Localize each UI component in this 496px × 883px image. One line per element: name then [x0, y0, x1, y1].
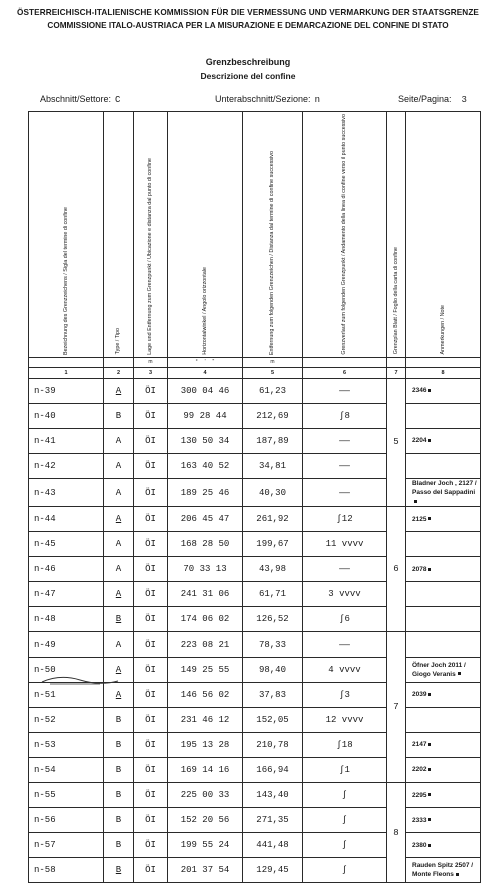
- table-row: [29, 607, 481, 632]
- distance: 40,30: [243, 479, 303, 507]
- boundary-course: ∫12: [303, 507, 387, 532]
- point-id: n-47: [29, 582, 104, 607]
- section-value: C: [115, 95, 121, 105]
- remark: [406, 607, 481, 632]
- point-type: A: [104, 479, 134, 507]
- sheet-number: 6: [387, 507, 406, 632]
- boundary-course: ——: [303, 632, 387, 657]
- point-type: B: [104, 403, 134, 428]
- boundary-course: ——: [303, 378, 387, 403]
- point-id: n-49: [29, 632, 104, 657]
- remark: 2039: [406, 682, 481, 707]
- point-type: A: [104, 582, 134, 607]
- point-type: B: [104, 607, 134, 632]
- col-header-8: Anmerkungen / Note: [406, 112, 481, 358]
- distance: 129,45: [243, 858, 303, 883]
- boundary-course: ∫8: [303, 403, 387, 428]
- boundary-course: 12 vvvv: [303, 707, 387, 732]
- page-field: [398, 94, 467, 105]
- section-label: Abschnitt/Settore:: [40, 94, 112, 104]
- horizontal-angle: 174 06 02: [168, 607, 243, 632]
- remark: Öfner Joch 2011 / Giogo Veranis: [406, 657, 481, 682]
- sheet-number: 5: [387, 378, 406, 506]
- elevation-marker: [428, 844, 431, 847]
- remark: [406, 532, 481, 557]
- remark: [406, 453, 481, 478]
- distance: 37,83: [243, 682, 303, 707]
- sheet-number: 7: [387, 632, 406, 783]
- point-location: ÖI: [134, 453, 168, 478]
- table-row: [29, 428, 481, 453]
- table-row: [29, 707, 481, 732]
- point-id: n-53: [29, 732, 104, 757]
- point-location: ÖI: [134, 783, 168, 808]
- horizontal-angle: 130 50 34: [168, 428, 243, 453]
- horizontal-angle: 99 28 44: [168, 403, 243, 428]
- horizontal-angle: 70 33 13: [168, 557, 243, 582]
- point-id: n-54: [29, 757, 104, 782]
- distance: 187,89: [243, 428, 303, 453]
- point-location: ÖI: [134, 707, 168, 732]
- point-id: n-57: [29, 833, 104, 858]
- horizontal-angle: 152 20 56: [168, 808, 243, 833]
- horizontal-angle: 168 28 50: [168, 532, 243, 557]
- point-id: n-42: [29, 453, 104, 478]
- point-type: A: [104, 557, 134, 582]
- point-location: ÖI: [134, 682, 168, 707]
- column-number-row: 1 2 3 4 5 6 7 8: [29, 367, 481, 378]
- boundary-course: ——: [303, 557, 387, 582]
- elevation-marker: [428, 818, 431, 821]
- distance: 78,33: [243, 632, 303, 657]
- point-type: B: [104, 757, 134, 782]
- section-field: [40, 94, 120, 105]
- units-row: [29, 357, 481, 367]
- boundary-course: ∫: [303, 833, 387, 858]
- distance: 199,67: [243, 532, 303, 557]
- point-type: A: [104, 632, 134, 657]
- horizontal-angle: 223 08 21: [168, 632, 243, 657]
- point-id: n-43: [29, 479, 104, 507]
- point-type: A: [104, 657, 134, 682]
- col-header-7: Grenzplan Blatt / Foglio della carta di confine: [387, 112, 406, 358]
- distance: 152,05: [243, 707, 303, 732]
- boundary-course: ——: [303, 479, 387, 507]
- point-id: n-39: [29, 378, 104, 403]
- point-id: n-46: [29, 557, 104, 582]
- boundary-course: 4 vvvv: [303, 657, 387, 682]
- remark: 2295: [406, 783, 481, 808]
- col-header-4: Horizontalwinkel / Angolo orizzontale: [168, 112, 243, 358]
- distance: 441,48: [243, 833, 303, 858]
- unit-m: m: [134, 357, 168, 367]
- horizontal-angle: 231 46 12: [168, 707, 243, 732]
- remark: 2346: [406, 378, 481, 403]
- page-value: 3: [461, 95, 467, 105]
- remark: Rauden Spitz 2507 / Monte Fleons: [406, 858, 481, 883]
- distance: 210,78: [243, 732, 303, 757]
- point-type: B: [104, 808, 134, 833]
- point-location: ÖI: [134, 428, 168, 453]
- point-location: ÖI: [134, 403, 168, 428]
- point-type: B: [104, 783, 134, 808]
- remark: 2078: [406, 557, 481, 582]
- remark: 2125: [406, 507, 481, 532]
- col-header-5: Entfernung zum folgenden Grenzzeichen / Distanza dal termine di confine successivo: [243, 112, 303, 358]
- subsection-field: [215, 94, 320, 105]
- distance: 271,35: [243, 808, 303, 833]
- horizontal-angle: 149 25 55: [168, 657, 243, 682]
- point-location: ÖI: [134, 507, 168, 532]
- header-line-it: COMMISSIONE ITALO-AUSTRIACA PER LA MISURAZIONE E DEMARCAZIONE DEL CONFINE DI STATO: [47, 21, 449, 30]
- table-row: [29, 582, 481, 607]
- remark: 2202: [406, 757, 481, 782]
- point-location: ÖI: [134, 378, 168, 403]
- remark: [406, 403, 481, 428]
- remark: 2380: [406, 833, 481, 858]
- doc-title-it: Descrizione del confine: [200, 71, 296, 81]
- boundary-table: [28, 111, 481, 883]
- table-row: [29, 557, 481, 582]
- distance: 126,52: [243, 607, 303, 632]
- point-location: ÖI: [134, 657, 168, 682]
- unit-dist: m: [243, 357, 303, 367]
- point-id: n-52: [29, 707, 104, 732]
- horizontal-angle: 195 13 28: [168, 732, 243, 757]
- table-row: [29, 757, 481, 782]
- elevation-marker: [428, 693, 431, 696]
- elevation-marker: [458, 672, 461, 675]
- point-id: n-48: [29, 607, 104, 632]
- unit-angle: ° ' ": [168, 357, 243, 367]
- remark: [406, 582, 481, 607]
- point-id: n-40: [29, 403, 104, 428]
- point-id: n-56: [29, 808, 104, 833]
- horizontal-angle: 169 14 16: [168, 757, 243, 782]
- horizontal-angle: 199 55 24: [168, 833, 243, 858]
- point-type: B: [104, 858, 134, 883]
- point-type: B: [104, 732, 134, 757]
- elevation-marker: [428, 743, 431, 746]
- boundary-course: 3 vvvv: [303, 582, 387, 607]
- sheet-number: 8: [387, 783, 406, 883]
- header-line-de: ÖSTERREICHISCH-ITALIENISCHE KOMMISSION FÜR DIE VERMESSUNG UND VERMARKUNG DER STAATSGRENZE: [17, 8, 479, 17]
- boundary-course: ∫: [303, 783, 387, 808]
- point-id: n-58: [29, 858, 104, 883]
- distance: 34,81: [243, 453, 303, 478]
- point-location: ÖI: [134, 479, 168, 507]
- boundary-course: ∫: [303, 808, 387, 833]
- point-id: n-50: [29, 657, 104, 682]
- horizontal-angle: 241 31 06: [168, 582, 243, 607]
- point-location: ÖI: [134, 808, 168, 833]
- boundary-course: ∫6: [303, 607, 387, 632]
- table-row: [29, 632, 481, 657]
- point-location: ÖI: [134, 557, 168, 582]
- table-row: [29, 453, 481, 478]
- point-location: ÖI: [134, 858, 168, 883]
- boundary-course: ∫18: [303, 732, 387, 757]
- remark: 2333: [406, 808, 481, 833]
- remark: [406, 632, 481, 657]
- point-id: n-41: [29, 428, 104, 453]
- remark: 2204: [406, 428, 481, 453]
- boundary-course: ∫: [303, 858, 387, 883]
- table-row: [29, 783, 481, 808]
- table-row: [29, 479, 481, 507]
- elevation-marker: [428, 568, 431, 571]
- distance: 61,23: [243, 378, 303, 403]
- table-row: [29, 833, 481, 858]
- distance: 212,69: [243, 403, 303, 428]
- elevation-marker: [428, 439, 431, 442]
- boundary-course: ∫3: [303, 682, 387, 707]
- doc-title-de: Grenzbeschreibung: [205, 57, 291, 67]
- subsection-label: Unterabschnitt/Sezione:: [215, 94, 311, 104]
- elevation-marker: [428, 768, 431, 771]
- distance: 98,40: [243, 657, 303, 682]
- elevation-marker: [414, 500, 417, 503]
- point-location: ÖI: [134, 632, 168, 657]
- point-type: A: [104, 378, 134, 403]
- distance: 261,92: [243, 507, 303, 532]
- table-row: [29, 403, 481, 428]
- col-header-1: Bezeichnung des Grenzzeichens / Sigla del termine di confine: [29, 112, 104, 358]
- col-header-2: Type / Tipo: [104, 112, 134, 358]
- point-id: n-51: [29, 682, 104, 707]
- col-header-3: Lage und Entfernung zum Grenzpunkt / Ubicazione e distanza dal punto di confine: [134, 112, 168, 358]
- page-label: Seite/Pagina:: [398, 94, 452, 104]
- distance: 61,71: [243, 582, 303, 607]
- point-id: n-55: [29, 783, 104, 808]
- point-type: A: [104, 453, 134, 478]
- boundary-course: ∫1: [303, 757, 387, 782]
- point-type: A: [104, 428, 134, 453]
- point-id: n-45: [29, 532, 104, 557]
- horizontal-angle: 206 45 47: [168, 507, 243, 532]
- table-row: [29, 507, 481, 532]
- horizontal-angle: 300 04 46: [168, 378, 243, 403]
- point-type: B: [104, 707, 134, 732]
- boundary-course: ——: [303, 453, 387, 478]
- horizontal-angle: 225 00 33: [168, 783, 243, 808]
- table-row: [29, 378, 481, 403]
- elevation-marker: [428, 793, 431, 796]
- point-type: A: [104, 507, 134, 532]
- point-location: ÖI: [134, 757, 168, 782]
- distance: 43,98: [243, 557, 303, 582]
- table-row: [29, 808, 481, 833]
- elevation-marker: [456, 873, 459, 876]
- table-row: [29, 732, 481, 757]
- column-header-row: [29, 112, 481, 358]
- point-location: ÖI: [134, 732, 168, 757]
- point-location: ÖI: [134, 532, 168, 557]
- remark: Bladner Joch , 2127 / Passo del Sappadini: [406, 479, 481, 507]
- elevation-marker: [428, 517, 431, 520]
- table-row: [29, 858, 481, 883]
- horizontal-angle: 201 37 54: [168, 858, 243, 883]
- col-header-6: Grenzverlauf zum folgenden Grenzpunkt / Andamento della linea di confine verso il punto successivo: [303, 112, 387, 358]
- boundary-course: 11 vvvv: [303, 532, 387, 557]
- point-location: ÖI: [134, 607, 168, 632]
- elevation-marker: [428, 389, 431, 392]
- horizontal-angle: 189 25 46: [168, 479, 243, 507]
- horizontal-angle: 163 40 52: [168, 453, 243, 478]
- point-type: A: [104, 532, 134, 557]
- signature-scribble: [40, 672, 120, 686]
- subsection-value: n: [314, 95, 320, 105]
- point-type: B: [104, 833, 134, 858]
- point-type: A: [104, 682, 134, 707]
- point-location: ÖI: [134, 582, 168, 607]
- horizontal-angle: 146 56 02: [168, 682, 243, 707]
- distance: 143,40: [243, 783, 303, 808]
- point-location: ÖI: [134, 833, 168, 858]
- boundary-course: ——: [303, 428, 387, 453]
- table-row: [29, 532, 481, 557]
- remark: 2147: [406, 732, 481, 757]
- point-id: n-44: [29, 507, 104, 532]
- distance: 166,94: [243, 757, 303, 782]
- remark: [406, 707, 481, 732]
